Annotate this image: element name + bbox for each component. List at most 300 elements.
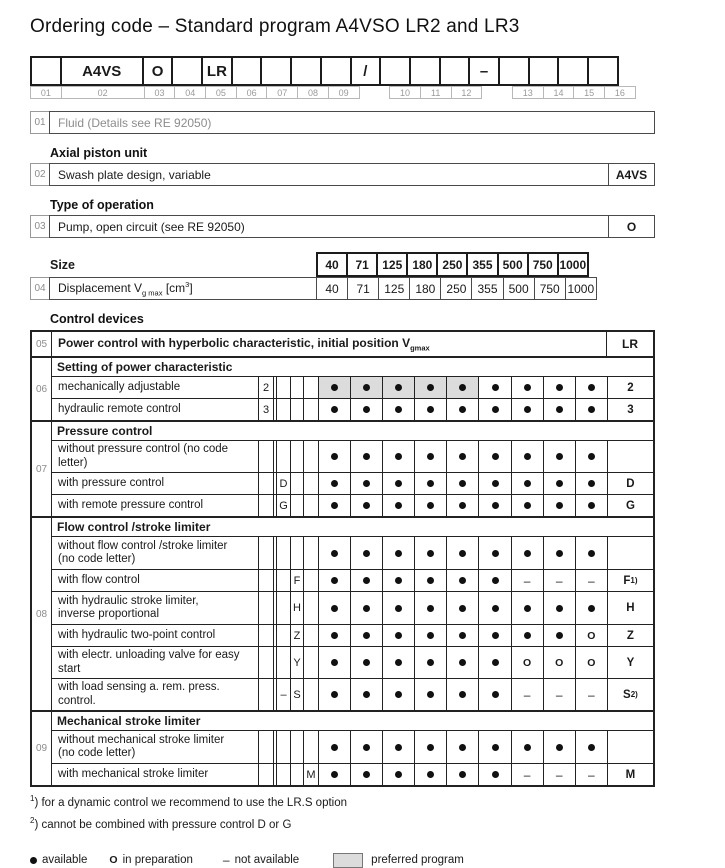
page [30, 16, 655, 868]
availability-cell [446, 592, 478, 624]
code-letter-cell [303, 570, 318, 591]
available-dot-icon [331, 659, 338, 666]
availability-cell [478, 764, 510, 785]
availability-cell [414, 441, 446, 472]
row-description [52, 592, 258, 624]
available-dot-icon [556, 632, 563, 639]
row-description [52, 473, 258, 494]
code-letter-cell [258, 495, 273, 516]
availability-cell [446, 679, 478, 710]
availability-cell [350, 537, 382, 569]
available-dot-icon [459, 605, 466, 612]
available-dot-icon [459, 453, 466, 460]
control-row [52, 591, 653, 624]
preferred-program-swatch [333, 853, 363, 868]
size-value-cell: 355 [471, 277, 503, 300]
available-dot-icon [427, 744, 434, 751]
code-base: G [625, 499, 635, 512]
description-line: with hydraulic two-point control [58, 628, 216, 641]
available-dot-icon [427, 771, 434, 778]
legend-preferred-program [333, 853, 464, 868]
available-dot-icon [492, 659, 499, 666]
availability-cell [350, 679, 382, 710]
ordering-code-number: 12 [451, 86, 483, 99]
section-number: 06 [32, 358, 52, 420]
code-letter-cell [277, 399, 290, 420]
code-base: 2 [627, 381, 634, 394]
code-letter-cell [277, 625, 290, 646]
availability-cell [478, 731, 510, 763]
available-dot-icon [363, 744, 370, 751]
ordering-code-number: 01 [30, 86, 62, 99]
description-line: mechanically adjustable [58, 380, 181, 393]
availability-cell [511, 495, 543, 516]
ordering-code-cell-empty [379, 56, 411, 86]
availability-cell [318, 731, 350, 763]
availability-cell [446, 647, 478, 678]
availability-cell [575, 570, 607, 591]
availability-cell [511, 764, 543, 785]
availability-cell [478, 625, 510, 646]
ordering-code-cell-empty [557, 56, 589, 86]
description-line: inverse proportional [58, 608, 160, 620]
availability-cell [478, 441, 510, 472]
ordering-code-cell-empty [498, 56, 530, 86]
availability-cell [382, 537, 414, 569]
description-line: without flow control /stroke limiter [58, 539, 228, 552]
description-line: with pressure control [58, 476, 165, 489]
availability-cell [318, 570, 350, 591]
availability-cell [414, 495, 446, 516]
row-description [52, 537, 258, 569]
available-dot-icon [363, 771, 370, 778]
available-dot-icon [556, 744, 563, 751]
available-dot-icon [395, 659, 402, 666]
row-description [52, 570, 258, 591]
availability-cell [543, 592, 575, 624]
available-dot-icon [395, 502, 402, 509]
availability-cell [446, 377, 478, 398]
ordering-code-number: 09 [328, 86, 360, 99]
available-dot-icon [427, 659, 434, 666]
not-available-icon: – [523, 573, 531, 588]
available-dot-icon [492, 502, 499, 509]
code-letter-cell [277, 570, 290, 591]
availability-cell [511, 537, 543, 569]
availability-cell [414, 731, 446, 763]
row-code: LR [622, 337, 638, 351]
available-dot-icon [492, 744, 499, 751]
row-code [607, 570, 653, 591]
code-letter-cell [277, 592, 290, 624]
available-dot-icon [492, 577, 499, 584]
availability-cell [511, 399, 543, 420]
available-dot-icon [363, 406, 370, 413]
availability-cell [575, 764, 607, 785]
available-dot-icon [427, 406, 434, 413]
availability-cell [511, 647, 543, 678]
code-letter-cell [258, 473, 273, 494]
availability-cell [478, 399, 510, 420]
row-description [52, 625, 258, 646]
availability-cell [575, 731, 607, 763]
legend-label: available [42, 854, 88, 867]
availability-cell [446, 537, 478, 569]
available-dot-icon [524, 384, 531, 391]
available-dot-icon [395, 605, 402, 612]
available-dot-icon [395, 744, 402, 751]
available-dot-icon [459, 577, 466, 584]
availability-cell [350, 731, 382, 763]
code-base: F [623, 574, 631, 587]
availability-cell [382, 731, 414, 763]
row-description [52, 764, 258, 785]
availability-cell [414, 625, 446, 646]
availability-cell [575, 625, 607, 646]
available-dot-icon [588, 502, 595, 509]
ordering-code-number: 02 [61, 86, 145, 99]
row-number: 05 [32, 332, 52, 356]
ordering-code-cell-empty [290, 56, 322, 86]
available-dot-icon [588, 453, 595, 460]
ordering-code-cell-empty [587, 56, 619, 86]
availability-cell [382, 570, 414, 591]
row-displacement [30, 277, 655, 300]
legend-available [30, 854, 87, 866]
available-dot-icon [427, 502, 434, 509]
availability-cell [575, 441, 607, 472]
ordering-code-number: 04 [174, 86, 206, 99]
ordering-code-cell: A4VS [60, 56, 144, 86]
ordering-code-number: 05 [205, 86, 237, 99]
code-letter-cell [258, 570, 273, 591]
availability-cell [478, 537, 510, 569]
availability-cell [382, 679, 414, 710]
available-dot-icon [459, 384, 466, 391]
available-dot-icon [588, 605, 595, 612]
availability-cell [575, 495, 607, 516]
available-dot-icon [331, 406, 338, 413]
ordering-code-number: 10 [389, 86, 421, 99]
code-letter-cell [258, 647, 273, 678]
control-row [52, 569, 653, 591]
available-dot-icon [492, 480, 499, 487]
control-row [52, 472, 653, 494]
row-code [607, 441, 653, 472]
available-dot-icon [459, 771, 466, 778]
availability-cell [446, 764, 478, 785]
availability-cell [318, 441, 350, 472]
row-description [52, 731, 258, 763]
availability-cell [543, 441, 575, 472]
availability-cell [575, 647, 607, 678]
available-dot-icon [395, 577, 402, 584]
not-available-icon: – [523, 687, 531, 702]
code-base: D [626, 477, 635, 490]
available-dot-icon [556, 550, 563, 557]
in-preparation-icon: O [587, 629, 596, 642]
ordering-code-cell: O [142, 56, 174, 86]
code-letter-cell [303, 495, 318, 516]
section-number: 08 [32, 518, 52, 710]
row-number: 04 [30, 277, 50, 300]
available-dot-icon [363, 453, 370, 460]
availability-cell [511, 570, 543, 591]
heading-axial-piston-unit: Axial piston unit [50, 146, 148, 160]
available-dot-icon [427, 577, 434, 584]
row-description [52, 399, 258, 420]
availability-cell [543, 495, 575, 516]
description-line: with flow control [58, 573, 140, 586]
size-header-cell: 40 [316, 252, 348, 277]
available-dot-icon [331, 577, 338, 584]
available-dot-icon [524, 744, 531, 751]
availability-cell [318, 647, 350, 678]
row-description: Power control with hyperbolic characteristic, initial position $V_{gmax}$ [52, 332, 607, 356]
available-dot-icon [363, 502, 370, 509]
availability-cell [543, 647, 575, 678]
ordering-code-cells [30, 56, 655, 86]
row-code [607, 537, 653, 569]
available-dot-icon [427, 480, 434, 487]
availability-cell [382, 625, 414, 646]
code-letter-cell [258, 764, 273, 785]
ordering-code-cell-empty [260, 56, 292, 86]
description-line: (no code letter) [58, 747, 136, 759]
legend-label: not available [234, 854, 300, 867]
size-header-cell: 125 [376, 252, 408, 277]
availability-cell [511, 441, 543, 472]
availability-cell [318, 377, 350, 398]
code-letter-cell [258, 731, 273, 763]
available-dot-icon [524, 605, 531, 612]
available-dot-icon [556, 384, 563, 391]
available-dot-icon [492, 691, 499, 698]
ordering-code-number: 03 [144, 86, 176, 99]
row-description [52, 377, 258, 398]
availability-cell [350, 647, 382, 678]
in-preparation-icon: O [523, 656, 532, 669]
ordering-code-cell: LR [201, 56, 233, 86]
row-code [607, 625, 653, 646]
availability-cell [446, 570, 478, 591]
row-number: 01 [30, 111, 50, 134]
available-dot-icon [588, 406, 595, 413]
page-title: Ordering code – Standard program A4VSO LR2 and LR3 [30, 16, 520, 37]
availability-cell [350, 399, 382, 420]
availability-cell [511, 592, 543, 624]
available-dot-icon [556, 605, 563, 612]
availability-cell [446, 473, 478, 494]
code-letter-cell [290, 441, 303, 472]
code-letter-cell [303, 473, 318, 494]
availability-cell [575, 473, 607, 494]
ordering-code-cell-empty [439, 56, 471, 86]
control-section-08 [32, 516, 653, 710]
availability-cell [575, 592, 607, 624]
code-letter-cell: D [279, 477, 288, 490]
available-dot-icon [492, 406, 499, 413]
subsection-heading: Mechanical stroke limiter [57, 714, 201, 728]
ordering-code-number: 11 [420, 86, 452, 99]
available-dot-icon [556, 480, 563, 487]
size-value-cell: 1000 [565, 277, 597, 300]
row-description: Swash plate design, variable [49, 163, 609, 186]
size-header-cell: 180 [406, 252, 438, 277]
description-line: with hydraulic stroke limiter, [58, 594, 199, 607]
availability-cell [543, 399, 575, 420]
ordering-code-cell-empty [30, 56, 62, 86]
available-dot-icon [395, 771, 402, 778]
row-power-control [32, 332, 653, 356]
available-dot-icon [363, 659, 370, 666]
code-letter-cell [290, 537, 303, 569]
available-dot-icon [588, 550, 595, 557]
size-header-cell: 355 [466, 252, 498, 277]
code-base: M [625, 768, 636, 781]
availability-cell [543, 625, 575, 646]
code-letter-cell [303, 679, 318, 710]
code-base: S [623, 688, 631, 701]
size-header-row [30, 252, 655, 277]
row-number: 03 [30, 215, 50, 238]
size-value-cell: 250 [440, 277, 472, 300]
availability-cell [543, 679, 575, 710]
availability-cell [478, 495, 510, 516]
in-preparation-icon: O [109, 854, 118, 867]
availability-cell [414, 570, 446, 591]
available-dot-icon [395, 550, 402, 557]
available-dot-icon [459, 659, 466, 666]
available-dot-icon [492, 550, 499, 557]
description-line: without mechanical stroke limiter [58, 733, 225, 746]
description-line: with load sensing a. rem. press. control. [58, 681, 220, 707]
row-type-of-operation [30, 215, 655, 238]
availability-cell [318, 764, 350, 785]
control-row [52, 376, 653, 398]
available-dot-icon [459, 406, 466, 413]
in-preparation-icon: O [555, 656, 564, 669]
ordering-code-number: 07 [266, 86, 298, 99]
code-letter-cell: S [290, 679, 303, 710]
in-preparation-icon: O [587, 656, 596, 669]
control-row [52, 646, 653, 678]
available-dot-icon [427, 691, 434, 698]
availability-cell [575, 537, 607, 569]
row-code [607, 473, 653, 494]
available-dot-icon [459, 691, 466, 698]
available-dot-icon [588, 384, 595, 391]
row-code [607, 764, 653, 785]
availability-cell [350, 570, 382, 591]
code-base: 3 [627, 403, 634, 416]
footnote-1: $^1$) for a dynamic control we recommend to use the LR.S option [30, 794, 348, 809]
available-dot-icon [331, 550, 338, 557]
not-available-icon: – [555, 573, 563, 588]
available-dot-icon [524, 480, 531, 487]
code-letter-cell [303, 377, 318, 398]
availability-cell [446, 495, 478, 516]
size-value-cells [317, 277, 597, 300]
row-code [607, 399, 653, 420]
row-number: 02 [30, 163, 50, 186]
row-fluid [30, 111, 655, 134]
code-letter-cell [303, 731, 318, 763]
not-available-icon: – [555, 687, 563, 702]
subsection-heading: Pressure control [57, 424, 153, 438]
availability-cell [446, 399, 478, 420]
code-letter-cell [258, 441, 273, 472]
heading-control-devices: Control devices [50, 312, 144, 326]
available-dot-icon [395, 691, 402, 698]
code-letter-cell [290, 731, 303, 763]
legend-label: preferred program [371, 854, 464, 867]
availability-cell [575, 679, 607, 710]
availability-cell [543, 377, 575, 398]
available-dot-icon [588, 480, 595, 487]
available-dot-icon [459, 550, 466, 557]
row-code: O [608, 215, 655, 238]
code-letter-cell [303, 441, 318, 472]
available-dot-icon [363, 605, 370, 612]
ordering-code-number: 14 [543, 86, 575, 99]
legend-in-preparation [109, 854, 193, 866]
subsection-heading: Setting of power characteristic [57, 360, 233, 374]
availability-cell [350, 441, 382, 472]
row-code [607, 377, 653, 398]
available-dot-icon [427, 605, 434, 612]
ordering-code-numbers [30, 86, 655, 99]
row-axial-piston-unit [30, 163, 655, 186]
control-row [52, 678, 653, 710]
row-code: A4VS [608, 163, 655, 186]
available-dot-icon [427, 453, 434, 460]
row-description: Displacement $V_{g max}$ $[cm^3]$ [49, 277, 317, 300]
availability-cell [478, 570, 510, 591]
code-letter-cell [290, 495, 303, 516]
legend-not-available [223, 853, 299, 867]
ordering-code-number: 13 [512, 86, 544, 99]
ordering-code-number-gap [359, 86, 391, 99]
size-value-cell: 71 [347, 277, 379, 300]
availability-cell [318, 537, 350, 569]
not-available-icon: – [555, 767, 563, 782]
availability-cell [478, 647, 510, 678]
availability-cell [350, 764, 382, 785]
subsection-heading: Flow control /stroke limiter [57, 520, 211, 534]
size-value-cell: 40 [316, 277, 348, 300]
row-code [607, 731, 653, 763]
code-letter-cell [290, 399, 303, 420]
code-letter-cell [290, 377, 303, 398]
ordering-code-number: 06 [236, 86, 268, 99]
control-row [52, 730, 653, 763]
code-letter-cell [258, 679, 273, 710]
ordering-code-cell-empty [528, 56, 560, 86]
row-description [52, 495, 258, 516]
size-value-cell: 180 [409, 277, 441, 300]
availability-cell [478, 473, 510, 494]
row-code [607, 495, 653, 516]
available-dot-icon [363, 550, 370, 557]
availability-cell [350, 592, 382, 624]
ordering-code-cell: / [350, 56, 382, 86]
code-letter-cell: H [290, 592, 303, 624]
code-letter-cell [258, 592, 273, 624]
code-base: Y [626, 656, 635, 669]
ordering-code-number: 15 [573, 86, 605, 99]
code-letter-cell [303, 625, 318, 646]
